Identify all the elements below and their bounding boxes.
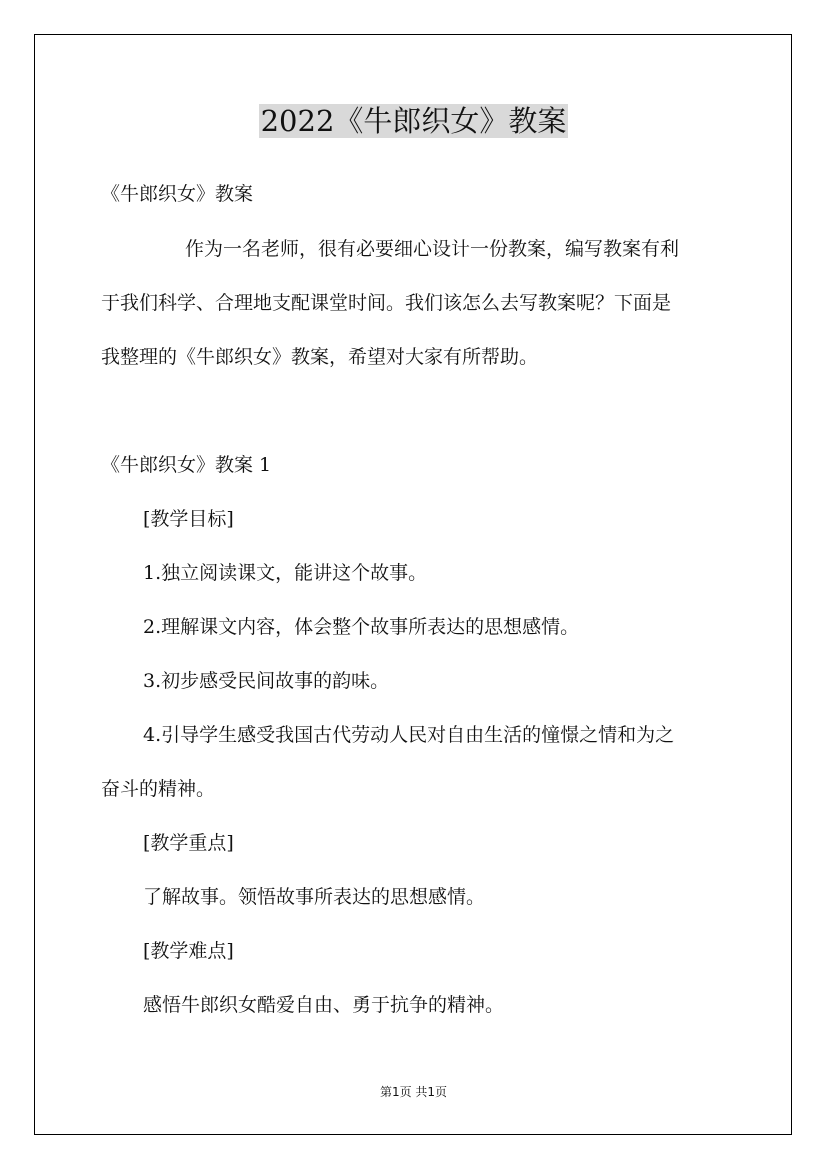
document-subtitle: 《牛郎织女》教案 [101, 183, 254, 205]
goal-item-4: 4.引导学生感受我国古代劳动人民对自由生活的憧憬之情和为之 [143, 724, 675, 746]
difficulty-text: 感悟牛郎织女酷爱自由、勇于抗争的精神。 [143, 994, 505, 1016]
intro-line-2: 于我们科学、合理地支配课堂时间。我们该怎么去写教案呢？下面是 [101, 292, 672, 314]
document-title-text: 2022《牛郎织女》教案 [260, 104, 567, 138]
goal-item-2: 2.理解课文内容，体会整个故事所表达的思想感情。 [143, 616, 580, 638]
goals-heading: [教学目标] [143, 508, 234, 530]
section-heading: 《牛郎织女》教案 1 [101, 454, 272, 476]
page-footer: 第1页 共1页 [379, 1085, 448, 1099]
document-title [0, 100, 827, 142]
goal-item-4-continued: 奋斗的精神。 [101, 778, 216, 800]
key-points-text: 了解故事。领悟故事所表达的思想感情。 [143, 886, 486, 908]
goal-item-3: 3.初步感受民间故事的韵味。 [143, 670, 390, 692]
key-points-heading: [教学重点] [143, 832, 234, 854]
difficulty-heading: [教学难点] [143, 940, 234, 962]
goal-item-1: 1.独立阅读课文，能讲这个故事。 [143, 562, 428, 584]
intro-line-1: 作为一名老师，很有必要细心设计一份教案，编写教案有利 [185, 238, 680, 260]
intro-line-3: 我整理的《牛郎织女》教案，希望对大家有所帮助。 [101, 346, 539, 368]
